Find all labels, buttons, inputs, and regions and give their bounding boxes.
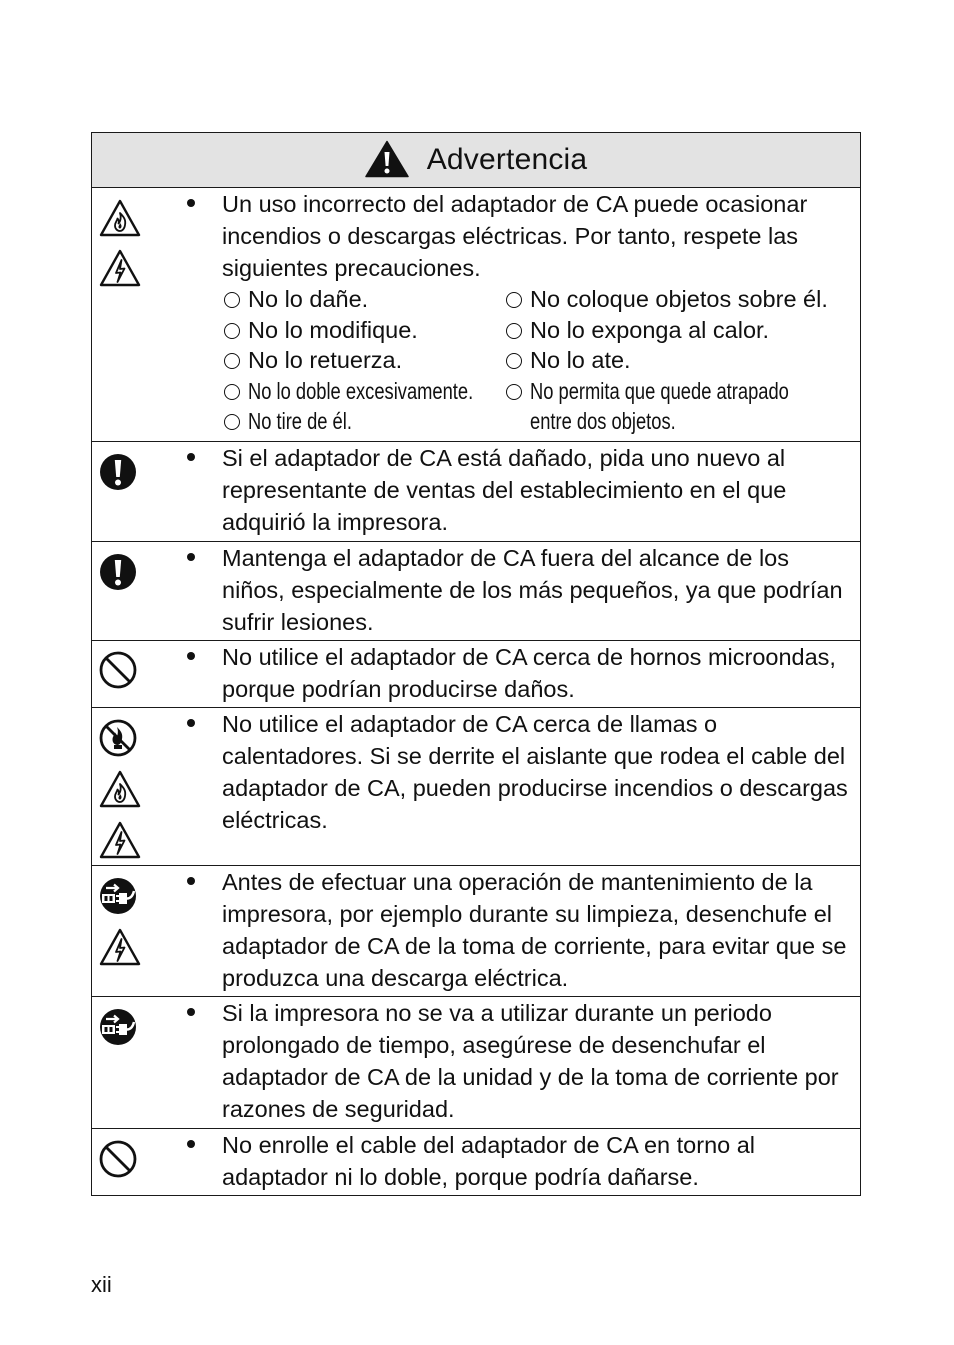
precaution-item: No lo doble excesivamente. [222, 376, 504, 407]
warning-row [92, 708, 860, 866]
row-icons [92, 442, 154, 541]
row-text: Si el adaptador de CA está dañado, pida uno nuevo al representante de ventas del establecimiento en el que adquirió la impresora. [222, 445, 787, 535]
bullet [154, 1129, 222, 1195]
row-icons [92, 641, 154, 707]
row-icons [92, 188, 154, 441]
precaution-item-continued: entre dos objetos. [530, 408, 676, 434]
warning-header [92, 133, 860, 188]
row-icons [92, 997, 154, 1128]
row-text: No enrolle el cable del adaptador de CA en torno al adaptador ni lo doble, porque podría dañarse. [222, 1132, 756, 1190]
bullet [154, 708, 222, 865]
warning-row [92, 442, 860, 542]
warning-row [92, 866, 860, 997]
bullet [154, 442, 222, 541]
warning-triangle-icon [365, 140, 409, 178]
prohibited-icon [98, 650, 138, 690]
row-icons [92, 708, 154, 865]
warning-row [92, 1129, 860, 1195]
row-icons [92, 542, 154, 640]
circle-bullet-icon [506, 323, 522, 339]
no-open-flame-icon [98, 718, 138, 758]
row-icons [92, 866, 154, 996]
circle-bullet-icon [506, 292, 522, 308]
precaution-item: No permita que quede atrapado [504, 376, 862, 407]
warning-row [92, 542, 860, 641]
precaution-item: No coloque objetos sobre él. [504, 284, 862, 315]
warning-row [92, 997, 860, 1129]
precaution-item: No lo modifique. [222, 315, 504, 346]
fire-warning-icon [98, 769, 142, 809]
unplug-icon [98, 1007, 138, 1047]
warning-table [91, 132, 861, 1196]
row-icons [92, 1129, 154, 1195]
row-text-block [222, 188, 870, 441]
mandatory-exclamation-icon [98, 452, 138, 492]
row-text: Mantenga el adaptador de CA fuera del alcance de los niños, especialmente de los más pequeños, ya que podrían sufrir lesiones. [222, 545, 843, 635]
mandatory-exclamation-icon [98, 552, 138, 592]
precaution-item: No tire de él. [222, 406, 504, 437]
bullet [154, 997, 222, 1128]
precaution-item: No lo retuerza. [222, 345, 504, 376]
bullet [154, 641, 222, 707]
electric-shock-warning-icon [98, 248, 142, 288]
precaution-item: No lo ate. [504, 345, 862, 376]
bullet [154, 188, 222, 441]
bullet [154, 542, 222, 640]
row-text: Un uso incorrecto del adaptador de CA puede ocasionar incendios o descargas eléctricas. Por tanto, respete las siguientes precauciones. [222, 191, 808, 281]
circle-bullet-icon [224, 292, 240, 308]
warning-row [92, 641, 860, 708]
circle-bullet-icon [224, 384, 240, 400]
circle-bullet-icon [224, 323, 240, 339]
circle-bullet-icon [506, 353, 522, 369]
row-text: Antes de efectuar una operación de mantenimiento de la impresora, por ejemplo durante su limpieza, desenchufe el adaptador de CA de la toma de corriente, para evitar que se produzca una descarga eléctrica. [222, 869, 847, 991]
precaution-item: No lo exponga al calor. [504, 315, 862, 346]
circle-bullet-icon [506, 384, 522, 400]
electric-shock-warning-icon [98, 820, 142, 860]
row-text: Si la impresora no se va a utilizar durante un periodo prolongado de tiempo, asegúrese de desenchufar el adaptador de CA de la unidad y de la toma de corriente por razones de seguridad. [222, 1000, 839, 1122]
circle-bullet-icon [224, 353, 240, 369]
precaution-item: No lo dañe. [222, 284, 504, 315]
electric-shock-warning-icon [98, 927, 142, 967]
warning-title: Advertencia [426, 143, 588, 176]
page-number: xii [91, 1272, 112, 1297]
circle-bullet-icon [224, 414, 240, 430]
bullet [154, 866, 222, 996]
fire-warning-icon [98, 198, 142, 238]
unplug-icon [98, 876, 138, 916]
precautions-list [222, 284, 862, 437]
warning-row [92, 188, 860, 442]
row-text: No utilice el adaptador de CA cerca de llamas o calentadores. Si se derrite el aislante que rodea el cable del adaptador de CA, pueden producirse incendios o descargas eléctricas. [222, 711, 848, 833]
row-text: No utilice el adaptador de CA cerca de hornos microondas, porque podrían producirse daños. [222, 644, 836, 702]
prohibited-icon [98, 1139, 138, 1179]
